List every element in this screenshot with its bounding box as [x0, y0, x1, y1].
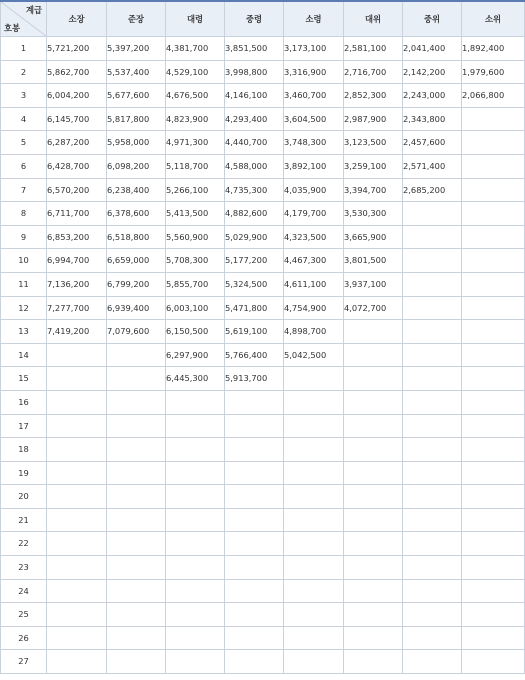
pay-value-cell: [107, 650, 166, 674]
pay-value-cell: [225, 556, 284, 580]
pay-value-cell: 4,293,400: [225, 107, 284, 131]
pay-value-cell: 2,041,400: [403, 37, 462, 61]
pay-value-cell: 6,853,200: [47, 225, 107, 249]
pay-value-cell: [462, 272, 525, 296]
pay-value-cell: [462, 225, 525, 249]
pay-value-cell: [166, 532, 225, 556]
pay-value-cell: 5,721,200: [47, 37, 107, 61]
pay-value-cell: 6,518,800: [107, 225, 166, 249]
table-row: [1, 508, 525, 532]
pay-value-cell: [403, 390, 462, 414]
pay-value-cell: 6,238,400: [107, 178, 166, 202]
pay-value-cell: [403, 626, 462, 650]
pay-value-cell: 6,297,900: [166, 343, 225, 367]
pay-value-cell: [462, 320, 525, 344]
step-number-cell: 4: [1, 107, 47, 131]
pay-value-cell: 3,892,100: [284, 154, 344, 178]
pay-value-cell: [284, 556, 344, 580]
table-row: [1, 272, 525, 296]
pay-value-cell: [462, 485, 525, 509]
pay-value-cell: 1,979,600: [462, 60, 525, 84]
pay-value-cell: [47, 390, 107, 414]
pay-value-cell: 3,748,300: [284, 131, 344, 155]
pay-value-cell: [166, 485, 225, 509]
pay-value-cell: 3,604,500: [284, 107, 344, 131]
pay-value-cell: [284, 532, 344, 556]
pay-value-cell: [47, 414, 107, 438]
step-number-cell: 21: [1, 508, 47, 532]
pay-value-cell: [107, 556, 166, 580]
pay-value-cell: 2,457,600: [403, 131, 462, 155]
pay-value-cell: 5,266,100: [166, 178, 225, 202]
table-row: [1, 579, 525, 603]
pay-value-cell: [344, 438, 403, 462]
pay-value-cell: 4,611,100: [284, 272, 344, 296]
table-row: [1, 84, 525, 108]
pay-value-cell: [47, 485, 107, 509]
pay-value-cell: [403, 603, 462, 627]
pay-value-cell: [284, 579, 344, 603]
pay-value-cell: [462, 154, 525, 178]
pay-value-cell: 5,560,900: [166, 225, 225, 249]
pay-value-cell: 4,882,600: [225, 202, 284, 226]
column-header: 대령: [166, 1, 225, 37]
pay-value-cell: [344, 626, 403, 650]
table-row: [1, 60, 525, 84]
pay-value-cell: 5,766,400: [225, 343, 284, 367]
table-row: [1, 37, 525, 61]
step-number-cell: 17: [1, 414, 47, 438]
table-row: [1, 178, 525, 202]
pay-value-cell: 3,937,100: [344, 272, 403, 296]
column-header: 소령: [284, 1, 344, 37]
pay-value-cell: [403, 249, 462, 273]
pay-value-cell: 3,665,900: [344, 225, 403, 249]
pay-value-cell: [284, 650, 344, 674]
pay-value-cell: [403, 461, 462, 485]
pay-value-cell: [284, 603, 344, 627]
pay-value-cell: 2,852,300: [344, 84, 403, 108]
pay-value-cell: [462, 390, 525, 414]
pay-value-cell: 5,677,600: [107, 84, 166, 108]
pay-value-cell: 3,851,500: [225, 37, 284, 61]
pay-value-cell: [284, 414, 344, 438]
pay-value-cell: [107, 532, 166, 556]
table-row: [1, 603, 525, 627]
pay-value-cell: 4,971,300: [166, 131, 225, 155]
pay-value-cell: 5,855,700: [166, 272, 225, 296]
pay-value-cell: 3,530,300: [344, 202, 403, 226]
pay-value-cell: [462, 461, 525, 485]
table-row: [1, 485, 525, 509]
pay-value-cell: [107, 390, 166, 414]
step-number-cell: 24: [1, 579, 47, 603]
pay-value-cell: 6,994,700: [47, 249, 107, 273]
table-row: [1, 650, 525, 674]
pay-value-cell: [166, 650, 225, 674]
pay-value-cell: [344, 508, 403, 532]
pay-value-cell: [403, 650, 462, 674]
pay-value-cell: [166, 579, 225, 603]
pay-value-cell: [462, 532, 525, 556]
pay-value-cell: [47, 556, 107, 580]
pay-value-cell: 4,529,100: [166, 60, 225, 84]
pay-value-cell: 2,066,800: [462, 84, 525, 108]
pay-value-cell: [403, 320, 462, 344]
pay-value-cell: 7,079,600: [107, 320, 166, 344]
pay-value-cell: 6,570,200: [47, 178, 107, 202]
column-header: 대위: [344, 1, 403, 37]
table-row: [1, 414, 525, 438]
pay-value-cell: [47, 438, 107, 462]
pay-value-cell: 3,394,700: [344, 178, 403, 202]
pay-value-cell: [462, 131, 525, 155]
pay-value-cell: [284, 367, 344, 391]
pay-value-cell: 3,460,700: [284, 84, 344, 108]
pay-value-cell: 4,898,700: [284, 320, 344, 344]
pay-value-cell: [107, 438, 166, 462]
pay-value-cell: [166, 461, 225, 485]
table-row: [1, 154, 525, 178]
step-number-cell: 5: [1, 131, 47, 155]
pay-value-cell: 6,799,200: [107, 272, 166, 296]
pay-value-cell: [225, 485, 284, 509]
column-header: 중위: [403, 1, 462, 37]
step-number-cell: 13: [1, 320, 47, 344]
pay-value-cell: 5,708,300: [166, 249, 225, 273]
pay-value-cell: 2,581,100: [344, 37, 403, 61]
step-number-cell: 1: [1, 37, 47, 61]
pay-value-cell: [107, 626, 166, 650]
pay-value-cell: 2,716,700: [344, 60, 403, 84]
pay-value-cell: [225, 650, 284, 674]
table-row: [1, 320, 525, 344]
pay-value-cell: [403, 508, 462, 532]
pay-value-cell: [107, 579, 166, 603]
step-number-cell: 16: [1, 390, 47, 414]
pay-value-cell: [344, 367, 403, 391]
pay-value-cell: 6,004,200: [47, 84, 107, 108]
pay-value-cell: [225, 461, 284, 485]
pay-value-cell: [107, 485, 166, 509]
corner-rank-label: 계급: [25, 5, 42, 15]
pay-value-cell: [47, 367, 107, 391]
pay-value-cell: [403, 296, 462, 320]
pay-value-cell: [462, 650, 525, 674]
pay-value-cell: [403, 414, 462, 438]
pay-value-cell: [47, 626, 107, 650]
pay-value-cell: [344, 390, 403, 414]
step-number-cell: 27: [1, 650, 47, 674]
pay-value-cell: 6,145,700: [47, 107, 107, 131]
header-row: [1, 1, 525, 37]
pay-value-cell: [166, 508, 225, 532]
pay-value-cell: [284, 461, 344, 485]
pay-value-cell: [47, 343, 107, 367]
pay-value-cell: 5,619,100: [225, 320, 284, 344]
pay-value-cell: 2,142,200: [403, 60, 462, 84]
pay-value-cell: [462, 556, 525, 580]
pay-value-cell: 6,287,200: [47, 131, 107, 155]
pay-value-cell: 4,676,500: [166, 84, 225, 108]
pay-value-cell: [403, 272, 462, 296]
step-number-cell: 7: [1, 178, 47, 202]
table-row: [1, 343, 525, 367]
step-number-cell: 20: [1, 485, 47, 509]
pay-value-cell: 4,754,900: [284, 296, 344, 320]
pay-value-cell: 4,440,700: [225, 131, 284, 155]
pay-value-cell: [166, 390, 225, 414]
pay-value-cell: 6,711,700: [47, 202, 107, 226]
pay-value-cell: [344, 579, 403, 603]
pay-value-cell: [344, 485, 403, 509]
step-number-cell: 8: [1, 202, 47, 226]
step-number-cell: 23: [1, 556, 47, 580]
pay-value-cell: 6,003,100: [166, 296, 225, 320]
pay-value-cell: 6,939,400: [107, 296, 166, 320]
pay-value-cell: [47, 508, 107, 532]
pay-value-cell: 5,397,200: [107, 37, 166, 61]
pay-value-cell: 4,035,900: [284, 178, 344, 202]
pay-value-cell: 2,243,000: [403, 84, 462, 108]
pay-value-cell: 4,588,000: [225, 154, 284, 178]
table-row: [1, 532, 525, 556]
table-row: [1, 461, 525, 485]
table-row: [1, 107, 525, 131]
column-header: 준장: [107, 1, 166, 37]
pay-value-cell: 4,146,100: [225, 84, 284, 108]
pay-value-cell: [462, 249, 525, 273]
table-row: [1, 249, 525, 273]
pay-value-cell: 3,123,500: [344, 131, 403, 155]
pay-value-cell: [47, 461, 107, 485]
pay-value-cell: 6,445,300: [166, 367, 225, 391]
table-row: [1, 202, 525, 226]
pay-value-cell: [462, 508, 525, 532]
pay-value-cell: [225, 532, 284, 556]
pay-value-cell: [344, 343, 403, 367]
column-header: 소위: [462, 1, 525, 37]
pay-value-cell: [107, 367, 166, 391]
pay-value-cell: 5,177,200: [225, 249, 284, 273]
pay-value-cell: [462, 202, 525, 226]
pay-value-cell: [462, 343, 525, 367]
pay-value-cell: 2,685,200: [403, 178, 462, 202]
column-header: 중령: [225, 1, 284, 37]
pay-value-cell: 5,413,500: [166, 202, 225, 226]
pay-value-cell: [462, 296, 525, 320]
pay-value-cell: [462, 178, 525, 202]
step-number-cell: 12: [1, 296, 47, 320]
pay-value-cell: [403, 202, 462, 226]
pay-value-cell: 6,150,500: [166, 320, 225, 344]
step-number-cell: 19: [1, 461, 47, 485]
step-number-cell: 26: [1, 626, 47, 650]
pay-value-cell: [166, 438, 225, 462]
table-row: [1, 438, 525, 462]
pay-value-cell: 6,098,200: [107, 154, 166, 178]
pay-value-cell: [225, 508, 284, 532]
pay-value-cell: 4,823,900: [166, 107, 225, 131]
pay-value-cell: [344, 320, 403, 344]
pay-value-cell: [403, 485, 462, 509]
pay-value-cell: 3,801,500: [344, 249, 403, 273]
pay-value-cell: 4,735,300: [225, 178, 284, 202]
step-number-cell: 11: [1, 272, 47, 296]
pay-value-cell: 5,537,400: [107, 60, 166, 84]
pay-value-cell: 2,987,900: [344, 107, 403, 131]
pay-value-cell: 7,277,700: [47, 296, 107, 320]
step-number-cell: 15: [1, 367, 47, 391]
pay-value-cell: 5,958,000: [107, 131, 166, 155]
pay-value-cell: [284, 390, 344, 414]
pay-value-cell: 5,029,900: [225, 225, 284, 249]
table-row: [1, 367, 525, 391]
pay-value-cell: 5,913,700: [225, 367, 284, 391]
pay-value-cell: [284, 438, 344, 462]
pay-value-cell: [225, 626, 284, 650]
pay-value-cell: 6,428,700: [47, 154, 107, 178]
pay-value-cell: 5,042,500: [284, 343, 344, 367]
table-row: [1, 296, 525, 320]
pay-value-cell: [403, 438, 462, 462]
pay-value-cell: [166, 603, 225, 627]
pay-value-cell: [284, 485, 344, 509]
pay-value-cell: [462, 626, 525, 650]
pay-value-cell: 3,998,800: [225, 60, 284, 84]
pay-value-cell: [284, 508, 344, 532]
step-number-cell: 2: [1, 60, 47, 84]
pay-value-cell: [166, 626, 225, 650]
pay-value-cell: [462, 603, 525, 627]
pay-value-cell: [462, 414, 525, 438]
step-number-cell: 10: [1, 249, 47, 273]
pay-value-cell: [344, 532, 403, 556]
table-row: [1, 131, 525, 155]
pay-value-cell: 3,173,100: [284, 37, 344, 61]
pay-value-cell: 5,324,500: [225, 272, 284, 296]
pay-value-cell: 5,471,800: [225, 296, 284, 320]
pay-value-cell: 6,378,600: [107, 202, 166, 226]
step-number-cell: 3: [1, 84, 47, 108]
table-header: [1, 1, 525, 37]
pay-value-cell: 4,323,500: [284, 225, 344, 249]
pay-value-cell: [403, 532, 462, 556]
pay-value-cell: [462, 438, 525, 462]
pay-value-cell: 5,118,700: [166, 154, 225, 178]
pay-value-cell: 4,381,700: [166, 37, 225, 61]
pay-value-cell: [166, 414, 225, 438]
pay-value-cell: [403, 343, 462, 367]
pay-value-cell: [403, 579, 462, 603]
pay-value-cell: 1,892,400: [462, 37, 525, 61]
pay-value-cell: [166, 556, 225, 580]
pay-value-cell: 2,571,400: [403, 154, 462, 178]
pay-value-cell: 7,136,200: [47, 272, 107, 296]
pay-value-cell: 5,862,700: [47, 60, 107, 84]
pay-value-cell: [107, 603, 166, 627]
step-number-cell: 9: [1, 225, 47, 249]
pay-value-cell: [403, 367, 462, 391]
pay-value-cell: [462, 579, 525, 603]
pay-value-cell: [47, 650, 107, 674]
pay-value-cell: [47, 603, 107, 627]
pay-value-cell: 3,259,100: [344, 154, 403, 178]
pay-value-cell: [225, 579, 284, 603]
pay-value-cell: 4,179,700: [284, 202, 344, 226]
table-row: [1, 390, 525, 414]
pay-value-cell: [344, 414, 403, 438]
pay-value-cell: 4,467,300: [284, 249, 344, 273]
step-number-cell: 25: [1, 603, 47, 627]
table-body: [1, 37, 525, 674]
pay-value-cell: [462, 107, 525, 131]
pay-value-cell: [344, 603, 403, 627]
pay-value-cell: 2,343,800: [403, 107, 462, 131]
pay-value-cell: [344, 556, 403, 580]
pay-value-cell: [462, 367, 525, 391]
pay-value-cell: 5,817,800: [107, 107, 166, 131]
table-row: [1, 626, 525, 650]
pay-value-cell: 6,659,000: [107, 249, 166, 273]
corner-header-cell: [1, 1, 47, 37]
pay-value-cell: [107, 414, 166, 438]
pay-value-cell: [47, 579, 107, 603]
pay-value-cell: [403, 556, 462, 580]
pay-value-cell: [225, 414, 284, 438]
pay-value-cell: [225, 603, 284, 627]
pay-value-cell: [344, 650, 403, 674]
pay-value-cell: [107, 508, 166, 532]
step-number-cell: 6: [1, 154, 47, 178]
pay-value-cell: 4,072,700: [344, 296, 403, 320]
pay-value-cell: [403, 225, 462, 249]
corner-step-label: 호봉: [4, 23, 21, 33]
table-row: [1, 225, 525, 249]
pay-value-cell: [284, 626, 344, 650]
pay-value-cell: [225, 438, 284, 462]
table-row: [1, 556, 525, 580]
pay-value-cell: [107, 343, 166, 367]
pay-value-cell: [47, 532, 107, 556]
step-number-cell: 18: [1, 438, 47, 462]
step-number-cell: 14: [1, 343, 47, 367]
column-header: 소장: [47, 1, 107, 37]
pay-value-cell: [344, 461, 403, 485]
step-number-cell: 22: [1, 532, 47, 556]
pay-value-cell: 3,316,900: [284, 60, 344, 84]
pay-value-cell: 7,419,200: [47, 320, 107, 344]
pay-value-cell: [107, 461, 166, 485]
pay-value-cell: [225, 390, 284, 414]
